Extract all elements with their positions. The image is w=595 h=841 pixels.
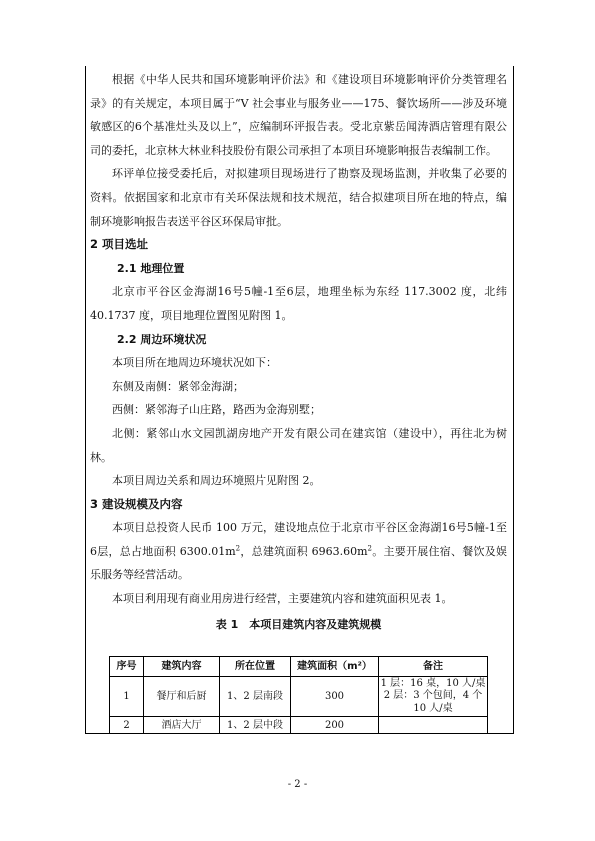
section-2-2-title: 2.2 周边环境状况	[117, 332, 207, 346]
header-cell: 建筑内容	[144, 657, 220, 677]
table-cell: 餐厅和后厨	[144, 677, 220, 717]
document-body	[90, 68, 507, 636]
table-cell: 300	[291, 677, 379, 717]
header-cell: 建筑面积（m²）	[291, 657, 379, 677]
table-row	[110, 677, 488, 717]
header-cell: 备注	[379, 657, 488, 677]
surroundings-north: 北侧：紧邻山水文园凯湖房地产开发有限公司在建宾馆（建设中），再往北为树林。	[90, 426, 507, 464]
table-intro-paragraph: 本项目利用现有商业用房进行经营，主要建筑内容和建筑面积见表 1。	[112, 592, 453, 606]
table-cell: 1	[110, 677, 144, 717]
intro-paragraph-2: 环评单位接受委托后，对拟建项目现场进行了勘察及现场监测，并收集了必要的资料。依据国家和北京市有关环保法规和技术规范，结合拟建项目所在地的特点，编制环境影响报告表送平谷区环保局审批。	[90, 167, 507, 228]
table-cell: 1 层：16 桌，10 人/桌 2 层：3 个包间，4 个 10 人/桌	[379, 677, 488, 717]
header-cell: 所在位置	[220, 657, 291, 677]
surroundings-east-south: 东侧及南侧：紧邻金海湖；	[112, 379, 244, 393]
section-2-title: 2 项目选址	[90, 237, 149, 252]
section-2-1-title: 2.1 地理位置	[117, 261, 185, 275]
surroundings-west: 西侧：紧邻海子山庄路，路西为金海别墅；	[112, 403, 321, 417]
photo-note: 本项目周边关系和周边环境照片见附图 2。	[112, 474, 321, 488]
table-cell: 200	[291, 717, 379, 734]
table-cell: 酒店大厅	[144, 717, 220, 734]
surroundings-intro: 本项目所在地周边环境状况如下：	[112, 356, 277, 370]
table-cell: 2	[110, 717, 144, 734]
table-cell: 1、2 层南段	[220, 677, 291, 717]
intro-paragraph-1: 根据《中华人民共和国环境影响评价法》和《建设项目环境影响评价分类管理名录》的有关规定，本项目属于“V 社会事业与服务业——175、餐饮场所——涉及环境敏感区的6个基准灶头及以上”，应编制环评报告表。受北京紫岳闻涛酒店管理有限公司的委托，北京林大林业科技股份有限公司承担了本项目环境影响报告表编制工作。	[90, 73, 507, 157]
header-cell: 序号	[110, 657, 144, 677]
table-cell: 1、2 层中段	[220, 717, 291, 734]
scale-paragraph: 本项目总投资人民币 100 万元，建设地点位于北京市平谷区金海湖16号5幢-1至6层，总占地面积 $6300.01m^2$，总建筑面积 $6963.60m^2$。主要开展住宿、餐饮及娱乐服务等经营活动。	[90, 521, 507, 582]
page-number: - 2 -	[287, 779, 308, 790]
location-paragraph: 北京市平谷区金海湖16号5幢-1至6层，地理坐标为东经 117.3002 度，北纬 40.1737 度，项目地理位置图见附图 1。	[90, 285, 507, 322]
table-header-row	[110, 657, 488, 677]
table-cell	[379, 717, 488, 734]
table-row	[110, 717, 488, 734]
section-3-title: 3 建设规模及内容	[90, 496, 183, 511]
building-table	[109, 656, 488, 734]
table-caption: 表 1 本项目建筑内容及建筑规模	[215, 617, 382, 631]
